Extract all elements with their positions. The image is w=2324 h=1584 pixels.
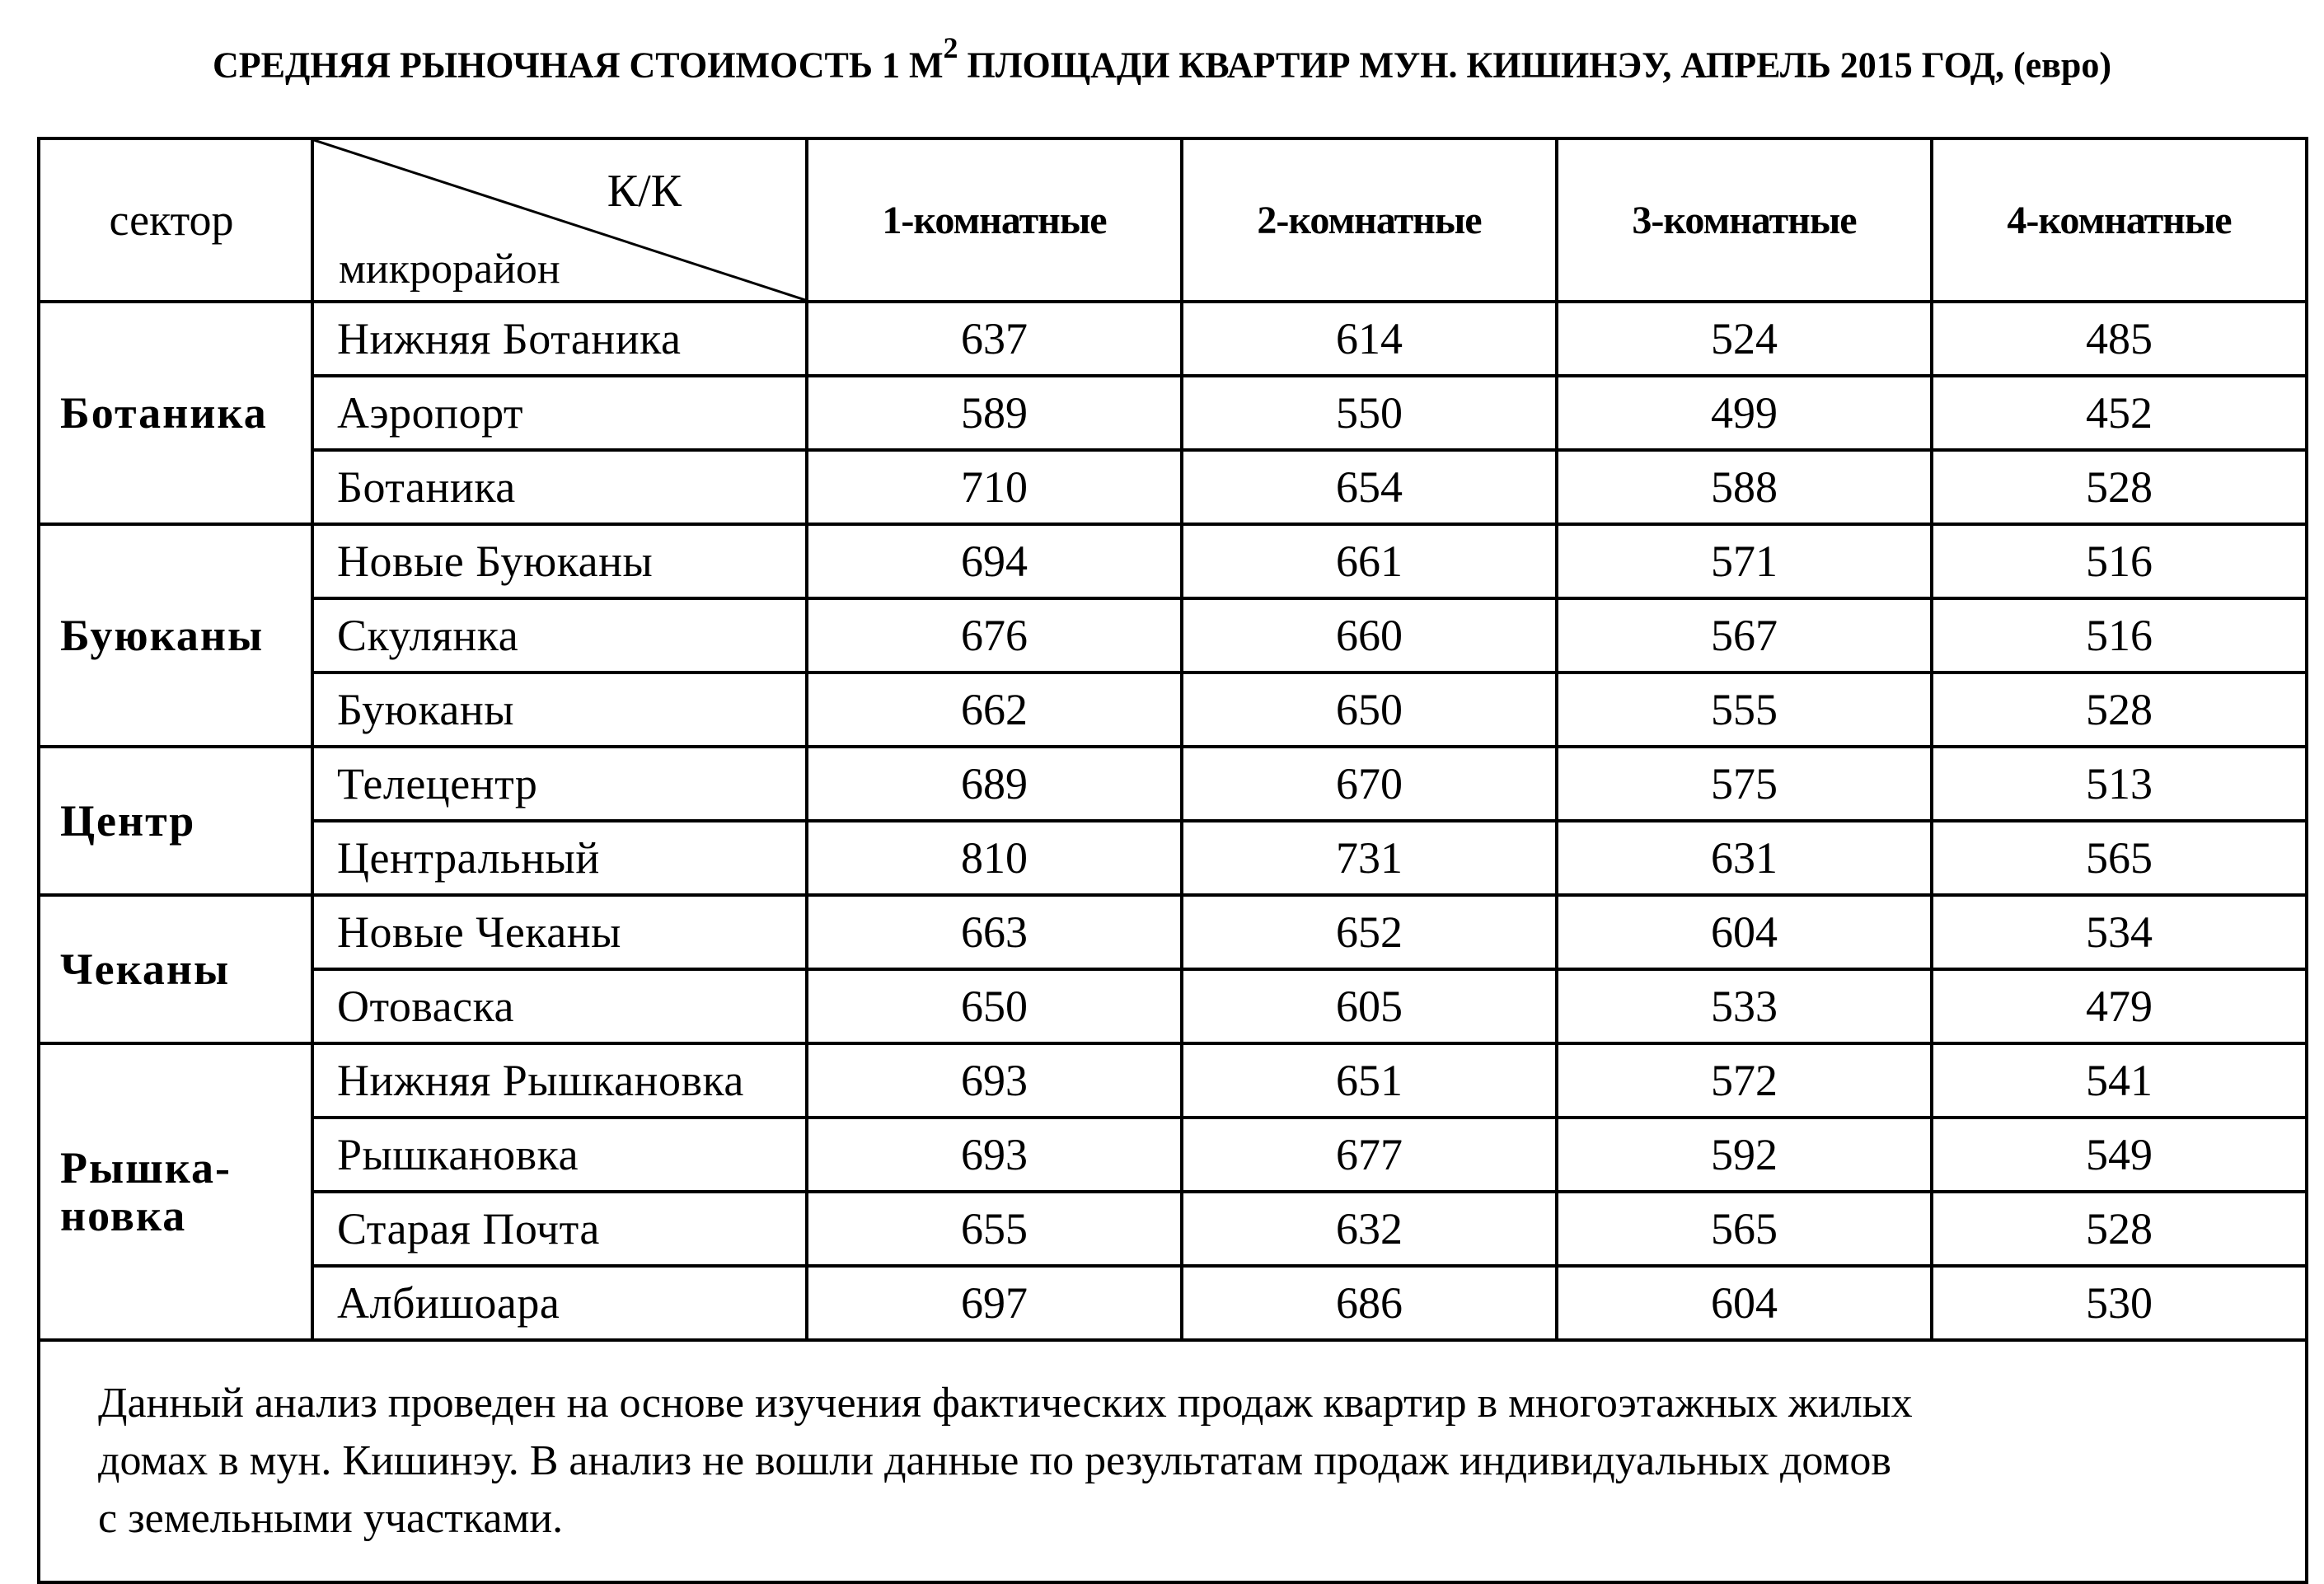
- price-2-room: 605: [1182, 969, 1557, 1043]
- price-1-room: 676: [807, 598, 1182, 672]
- price-2-room: 654: [1182, 450, 1557, 524]
- table-row: [39, 821, 2307, 895]
- footnote-line: домах в мун. Кишинэу. В анализ не вошли данные по результатам продаж индивидуальных домов: [98, 1437, 1891, 1484]
- price-1-room: 663: [807, 895, 1182, 969]
- district-name: Ботаника: [312, 450, 807, 524]
- footnote-row: [39, 1340, 2307, 1582]
- price-4-room: 534: [1932, 895, 2307, 969]
- price-2-room: 661: [1182, 524, 1557, 598]
- price-3-room: 575: [1557, 747, 1932, 821]
- title-text-rest: ПЛОЩАДИ КВАРТИР МУН. КИШИНЭУ, АПРЕЛЬ 2015 ГОД, (евро): [958, 45, 2112, 86]
- district-name: Телецентр: [312, 747, 807, 821]
- table-row: [39, 1043, 2307, 1118]
- sector-name: Чеканы: [39, 895, 312, 1043]
- sector-name-line2: новка: [60, 1191, 187, 1240]
- district-name: Буюканы: [312, 672, 807, 747]
- price-4-room: 528: [1932, 1192, 2307, 1266]
- district-name: Скулянка: [312, 598, 807, 672]
- table-row: [39, 1118, 2307, 1192]
- district-name: Нижняя Ботаника: [312, 302, 807, 376]
- column-header-2-room: 2-комнатные: [1182, 138, 1557, 302]
- footnote: [39, 1340, 2307, 1582]
- price-1-room: 697: [807, 1266, 1182, 1340]
- price-1-room: 689: [807, 747, 1182, 821]
- table-row: [39, 747, 2307, 821]
- price-3-room: 631: [1557, 821, 1932, 895]
- price-1-room: 693: [807, 1118, 1182, 1192]
- price-3-room: 533: [1557, 969, 1932, 1043]
- sector-name-line1: Рышка-: [60, 1143, 232, 1193]
- table-row: [39, 450, 2307, 524]
- price-2-room: 632: [1182, 1192, 1557, 1266]
- table-row: [39, 895, 2307, 969]
- price-2-room: 550: [1182, 376, 1557, 450]
- price-3-room: 592: [1557, 1118, 1932, 1192]
- district-name: Аэропорт: [312, 376, 807, 450]
- price-4-room: 479: [1932, 969, 2307, 1043]
- sector-column-header: сектор: [39, 138, 312, 302]
- price-1-room: 589: [807, 376, 1182, 450]
- column-header-1-room: 1-комнатные: [807, 138, 1182, 302]
- price-3-room: 571: [1557, 524, 1932, 598]
- price-2-room: 731: [1182, 821, 1557, 895]
- price-2-room: 651: [1182, 1043, 1557, 1118]
- table-row: [39, 1266, 2307, 1340]
- price-1-room: 694: [807, 524, 1182, 598]
- price-3-room: 604: [1557, 1266, 1932, 1340]
- price-2-room: 614: [1182, 302, 1557, 376]
- district-column-header: микрорайон: [339, 246, 560, 293]
- price-4-room: 541: [1932, 1043, 2307, 1118]
- diagonal-header-cell: [312, 138, 807, 302]
- price-1-room: 637: [807, 302, 1182, 376]
- price-3-room: 572: [1557, 1043, 1932, 1118]
- district-name: Отоваска: [312, 969, 807, 1043]
- price-2-room: 670: [1182, 747, 1557, 821]
- table-row: [39, 302, 2307, 376]
- price-3-room: 567: [1557, 598, 1932, 672]
- price-1-room: 650: [807, 969, 1182, 1043]
- price-2-room: 660: [1182, 598, 1557, 672]
- price-4-room: 528: [1932, 672, 2307, 747]
- price-3-room: 524: [1557, 302, 1932, 376]
- price-table: [37, 137, 2308, 1584]
- price-4-room: 530: [1932, 1266, 2307, 1340]
- page-title: [0, 30, 2324, 91]
- table-row: [39, 524, 2307, 598]
- price-2-room: 686: [1182, 1266, 1557, 1340]
- price-4-room: 549: [1932, 1118, 2307, 1192]
- price-2-room: 650: [1182, 672, 1557, 747]
- district-name: Новые Чеканы: [312, 895, 807, 969]
- table-header-row: [39, 138, 2307, 302]
- footnote-line: Данный анализ проведен на основе изучения фактических продаж квартир в многоэтажных жилых: [98, 1380, 1913, 1427]
- price-1-room: 810: [807, 821, 1182, 895]
- district-name: Старая Почта: [312, 1192, 807, 1266]
- sector-name: Ботаника: [39, 302, 312, 524]
- price-4-room: 516: [1932, 524, 2307, 598]
- price-4-room: 565: [1932, 821, 2307, 895]
- sector-name: Центр: [39, 747, 312, 895]
- price-1-room: 710: [807, 450, 1182, 524]
- price-4-room: 528: [1932, 450, 2307, 524]
- sector-name: [39, 1043, 312, 1340]
- district-name: Новые Буюканы: [312, 524, 807, 598]
- district-name: Рышкановка: [312, 1118, 807, 1192]
- district-name: Нижняя Рышкановка: [312, 1043, 807, 1118]
- title-superscript: 2: [943, 31, 958, 64]
- price-4-room: 485: [1932, 302, 2307, 376]
- district-name: Центральный: [312, 821, 807, 895]
- price-1-room: 662: [807, 672, 1182, 747]
- price-3-room: 555: [1557, 672, 1932, 747]
- title-text-main: СРЕДНЯЯ РЫНОЧНАЯ СТОИМОСТЬ 1 М: [212, 45, 944, 86]
- price-1-room: 693: [807, 1043, 1182, 1118]
- price-3-room: 499: [1557, 376, 1932, 450]
- table-row: [39, 376, 2307, 450]
- district-name: Албишоара: [312, 1266, 807, 1340]
- footnote-line: с земельными участками.: [98, 1495, 564, 1542]
- table-row: [39, 598, 2307, 672]
- price-3-room: 588: [1557, 450, 1932, 524]
- room-count-header-label: К/К: [607, 166, 682, 217]
- price-3-room: 604: [1557, 895, 1932, 969]
- column-header-4-room: 4-комнатные: [1932, 138, 2307, 302]
- table-row: [39, 672, 2307, 747]
- price-3-room: 565: [1557, 1192, 1932, 1266]
- table-row: [39, 1192, 2307, 1266]
- price-2-room: 652: [1182, 895, 1557, 969]
- price-4-room: 513: [1932, 747, 2307, 821]
- table-row: [39, 969, 2307, 1043]
- price-4-room: 516: [1932, 598, 2307, 672]
- price-4-room: 452: [1932, 376, 2307, 450]
- price-2-room: 677: [1182, 1118, 1557, 1192]
- price-1-room: 655: [807, 1192, 1182, 1266]
- column-header-3-room: 3-комнатные: [1557, 138, 1932, 302]
- sector-name: Буюканы: [39, 524, 312, 747]
